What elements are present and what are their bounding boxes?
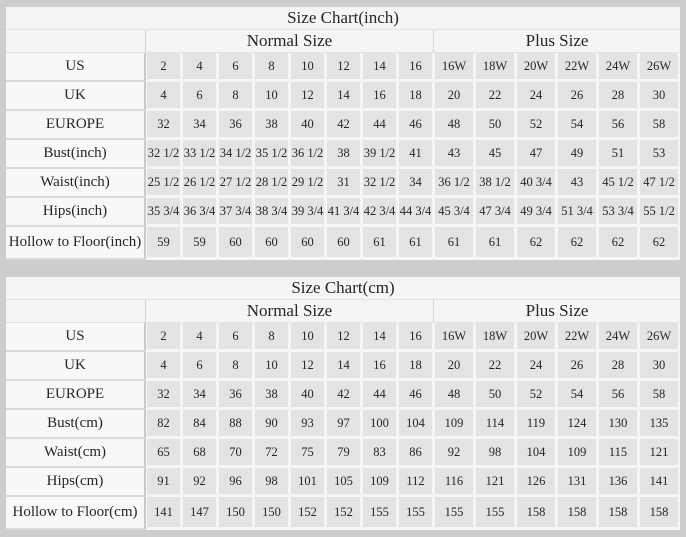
size-cell: 70 — [218, 439, 254, 468]
size-cell: 90 — [254, 410, 290, 439]
size-cell: 72 — [254, 439, 290, 468]
size-cell: 155 — [362, 497, 398, 530]
size-cell: 44 3/4 — [398, 198, 434, 227]
size-cell: 18 — [398, 82, 434, 111]
size-cell: 10 — [290, 323, 326, 352]
size-cell: 2 — [146, 53, 182, 82]
size-cell: 48 — [434, 381, 475, 410]
size-cell: 16W — [434, 323, 475, 352]
size-cell: 136 — [598, 468, 639, 497]
size-cell: 38 — [254, 111, 290, 140]
size-cell: 60 — [254, 227, 290, 260]
size-cell: 10 — [254, 352, 290, 381]
size-cell: 22 — [475, 82, 516, 111]
size-cell: 50 — [475, 381, 516, 410]
plus-size-header: Plus Size — [434, 30, 680, 53]
size-cell: 50 — [475, 111, 516, 140]
size-cell: 31 — [326, 169, 362, 198]
size-cell: 124 — [557, 410, 598, 439]
size-cell: 40 3/4 — [516, 169, 557, 198]
size-cell: 54 — [557, 111, 598, 140]
size-cell: 51 3/4 — [557, 198, 598, 227]
size-cell: 22W — [557, 323, 598, 352]
size-cell: 8 — [254, 53, 290, 82]
size-cell: 25 1/2 — [146, 169, 182, 198]
size-cell: 158 — [516, 497, 557, 530]
size-cell: 98 — [475, 439, 516, 468]
size-cell: 22 — [475, 352, 516, 381]
size-cell: 39 3/4 — [290, 198, 326, 227]
size-cell: 46 — [398, 111, 434, 140]
size-cell: 34 1/2 — [218, 140, 254, 169]
size-cell: 38 — [254, 381, 290, 410]
size-cell: 147 — [182, 497, 218, 530]
row-label: Waist(inch) — [6, 169, 146, 198]
size-cell: 26W — [639, 53, 680, 82]
size-cell: 52 — [516, 111, 557, 140]
size-cell: 119 — [516, 410, 557, 439]
row-label: EUROPE — [6, 381, 146, 410]
size-cell: 61 — [475, 227, 516, 260]
size-cell: 79 — [326, 439, 362, 468]
row-label: UK — [6, 352, 146, 381]
size-cell: 38 — [326, 140, 362, 169]
size-cell: 45 1/2 — [598, 169, 639, 198]
size-cell: 29 1/2 — [290, 169, 326, 198]
size-cell: 42 — [326, 111, 362, 140]
size-cell: 150 — [254, 497, 290, 530]
table-row — [6, 53, 680, 82]
corner-cell — [6, 300, 146, 323]
size-cell: 65 — [146, 439, 182, 468]
size-cell: 18W — [475, 53, 516, 82]
size-cell: 131 — [557, 468, 598, 497]
size-cell: 126 — [516, 468, 557, 497]
size-cell: 56 — [598, 111, 639, 140]
size-cell: 53 3/4 — [598, 198, 639, 227]
size-cell: 35 3/4 — [146, 198, 182, 227]
size-cell: 4 — [182, 323, 218, 352]
size-cell: 58 — [639, 111, 680, 140]
table-row — [6, 497, 680, 530]
size-cell: 30 — [639, 82, 680, 111]
size-cell: 56 — [598, 381, 639, 410]
size-cell: 33 1/2 — [182, 140, 218, 169]
size-cell: 28 1/2 — [254, 169, 290, 198]
size-cell: 14 — [326, 82, 362, 111]
table-row — [6, 410, 680, 439]
size-cell: 109 — [362, 468, 398, 497]
table-row — [6, 227, 680, 260]
size-cell: 112 — [398, 468, 434, 497]
size-cell: 20W — [516, 53, 557, 82]
size-cell: 35 1/2 — [254, 140, 290, 169]
size-cell: 116 — [434, 468, 475, 497]
size-cell: 51 — [598, 140, 639, 169]
row-label: Bust(cm) — [6, 410, 146, 439]
size-cell: 22W — [557, 53, 598, 82]
size-cell: 47 — [516, 140, 557, 169]
size-cell: 26W — [639, 323, 680, 352]
size-cell: 32 1/2 — [362, 169, 398, 198]
size-cell: 12 — [326, 323, 362, 352]
size-cell: 36 3/4 — [182, 198, 218, 227]
table-row — [6, 169, 680, 198]
size-cell: 98 — [254, 468, 290, 497]
size-cell: 62 — [639, 227, 680, 260]
size-cell: 6 — [182, 352, 218, 381]
size-cell: 16W — [434, 53, 475, 82]
size-cell: 48 — [434, 111, 475, 140]
size-cell: 83 — [362, 439, 398, 468]
size-cell: 34 — [182, 381, 218, 410]
size-cell: 104 — [516, 439, 557, 468]
table-row — [6, 439, 680, 468]
size-cell: 38 3/4 — [254, 198, 290, 227]
size-cell: 6 — [218, 323, 254, 352]
size-cell: 96 — [218, 468, 254, 497]
size-cell: 28 — [598, 352, 639, 381]
size-cell: 121 — [475, 468, 516, 497]
size-cell: 62 — [557, 227, 598, 260]
size-cell: 37 3/4 — [218, 198, 254, 227]
size-cell: 41 — [398, 140, 434, 169]
row-label: Hollow to Floor(cm) — [6, 497, 146, 530]
size-cell: 60 — [290, 227, 326, 260]
table-row — [6, 198, 680, 227]
size-cell: 16 — [362, 82, 398, 111]
size-cell: 46 — [398, 381, 434, 410]
size-cell: 130 — [598, 410, 639, 439]
plus-size-header: Plus Size — [434, 300, 680, 323]
row-label: Bust(inch) — [6, 140, 146, 169]
row-label: EUROPE — [6, 111, 146, 140]
size-cell: 36 1/2 — [434, 169, 475, 198]
size-cell: 26 — [557, 82, 598, 111]
size-cell: 4 — [182, 53, 218, 82]
table-row — [6, 140, 680, 169]
size-cell: 16 — [362, 352, 398, 381]
size-cell: 158 — [639, 497, 680, 530]
size-cell: 20W — [516, 323, 557, 352]
table-title: Size Chart(cm) — [6, 277, 680, 300]
row-label: US — [6, 323, 146, 352]
size-cell: 47 1/2 — [639, 169, 680, 198]
size-cell: 155 — [434, 497, 475, 530]
size-cell: 61 — [362, 227, 398, 260]
size-cell: 141 — [639, 468, 680, 497]
size-cell: 152 — [290, 497, 326, 530]
size-cell: 20 — [434, 82, 475, 111]
size-cell: 42 3/4 — [362, 198, 398, 227]
size-cell: 86 — [398, 439, 434, 468]
size-cell: 27 1/2 — [218, 169, 254, 198]
row-label: Waist(cm) — [6, 439, 146, 468]
size-cell: 36 1/2 — [290, 140, 326, 169]
row-label: Hollow to Floor(inch) — [6, 227, 146, 260]
size-cell: 16 — [398, 53, 434, 82]
size-cell: 49 3/4 — [516, 198, 557, 227]
size-cell: 158 — [557, 497, 598, 530]
size-cell: 100 — [362, 410, 398, 439]
size-cell: 88 — [218, 410, 254, 439]
table-row — [6, 111, 680, 140]
size-cell: 24 — [516, 352, 557, 381]
size-cell: 34 — [182, 111, 218, 140]
size-cell: 104 — [398, 410, 434, 439]
size-cell: 8 — [218, 352, 254, 381]
size-chart-cm-table — [6, 277, 680, 530]
row-label: US — [6, 53, 146, 82]
size-cell: 59 — [182, 227, 218, 260]
size-cell: 84 — [182, 410, 218, 439]
size-cell: 55 1/2 — [639, 198, 680, 227]
size-cell: 93 — [290, 410, 326, 439]
size-cell: 43 — [434, 140, 475, 169]
size-cell: 40 — [290, 381, 326, 410]
size-cell: 135 — [639, 410, 680, 439]
size-cell: 39 1/2 — [362, 140, 398, 169]
size-cell: 82 — [146, 410, 182, 439]
size-cell: 115 — [598, 439, 639, 468]
size-cell: 36 — [218, 381, 254, 410]
size-cell: 32 — [146, 111, 182, 140]
size-cell: 62 — [516, 227, 557, 260]
size-cell: 92 — [182, 468, 218, 497]
size-cell: 91 — [146, 468, 182, 497]
size-cell: 10 — [254, 82, 290, 111]
size-cell: 47 3/4 — [475, 198, 516, 227]
size-cell: 49 — [557, 140, 598, 169]
size-cell: 68 — [182, 439, 218, 468]
normal-size-header: Normal Size — [146, 30, 434, 53]
size-cell: 6 — [182, 82, 218, 111]
size-cell: 109 — [557, 439, 598, 468]
size-cell: 34 — [398, 169, 434, 198]
size-cell: 30 — [639, 352, 680, 381]
size-cell: 52 — [516, 381, 557, 410]
size-cell: 43 — [557, 169, 598, 198]
size-cell: 61 — [434, 227, 475, 260]
table-row — [6, 82, 680, 111]
size-cell: 14 — [362, 53, 398, 82]
row-label: Hips(cm) — [6, 468, 146, 497]
table-row — [6, 323, 680, 352]
size-cell: 114 — [475, 410, 516, 439]
size-cell: 44 — [362, 111, 398, 140]
size-cell: 8 — [218, 82, 254, 111]
size-cell: 109 — [434, 410, 475, 439]
size-cell: 24W — [598, 53, 639, 82]
size-cell: 97 — [326, 410, 362, 439]
size-cell: 14 — [326, 352, 362, 381]
size-cell: 150 — [218, 497, 254, 530]
size-cell: 92 — [434, 439, 475, 468]
size-cell: 18W — [475, 323, 516, 352]
size-cell: 155 — [398, 497, 434, 530]
size-cell: 101 — [290, 468, 326, 497]
size-cell: 8 — [254, 323, 290, 352]
size-cell: 54 — [557, 381, 598, 410]
size-cell: 45 — [475, 140, 516, 169]
size-cell: 44 — [362, 381, 398, 410]
row-label: Hips(inch) — [6, 198, 146, 227]
size-cell: 18 — [398, 352, 434, 381]
size-cell: 20 — [434, 352, 475, 381]
size-cell: 45 3/4 — [434, 198, 475, 227]
size-cell: 32 1/2 — [146, 140, 182, 169]
table-row — [6, 381, 680, 410]
size-cell: 12 — [290, 82, 326, 111]
size-cell: 60 — [218, 227, 254, 260]
size-cell: 2 — [146, 323, 182, 352]
size-cell: 152 — [326, 497, 362, 530]
size-cell: 38 1/2 — [475, 169, 516, 198]
size-cell: 121 — [639, 439, 680, 468]
normal-size-header: Normal Size — [146, 300, 434, 323]
row-label: UK — [6, 82, 146, 111]
size-cell: 75 — [290, 439, 326, 468]
table-title: Size Chart(inch) — [6, 7, 680, 30]
size-cell: 28 — [598, 82, 639, 111]
size-cell: 12 — [326, 53, 362, 82]
size-cell: 60 — [326, 227, 362, 260]
size-cell: 6 — [218, 53, 254, 82]
size-cell: 42 — [326, 381, 362, 410]
size-cell: 14 — [362, 323, 398, 352]
size-cell: 4 — [146, 352, 182, 381]
size-cell: 105 — [326, 468, 362, 497]
size-cell: 59 — [146, 227, 182, 260]
size-chart-inch-table — [6, 7, 680, 260]
size-cell: 26 1/2 — [182, 169, 218, 198]
size-cell: 62 — [598, 227, 639, 260]
size-cell: 40 — [290, 111, 326, 140]
size-cell: 10 — [290, 53, 326, 82]
size-cell: 16 — [398, 323, 434, 352]
corner-cell — [6, 30, 146, 53]
size-cell: 26 — [557, 352, 598, 381]
size-cell: 155 — [475, 497, 516, 530]
table-row — [6, 352, 680, 381]
table-row — [6, 468, 680, 497]
size-cell: 141 — [146, 497, 182, 530]
size-cell: 32 — [146, 381, 182, 410]
size-cell: 53 — [639, 140, 680, 169]
size-cell: 41 3/4 — [326, 198, 362, 227]
size-cell: 36 — [218, 111, 254, 140]
size-cell: 24W — [598, 323, 639, 352]
size-cell: 12 — [290, 352, 326, 381]
size-cell: 24 — [516, 82, 557, 111]
size-cell: 158 — [598, 497, 639, 530]
size-cell: 58 — [639, 381, 680, 410]
size-cell: 4 — [146, 82, 182, 111]
size-cell: 61 — [398, 227, 434, 260]
